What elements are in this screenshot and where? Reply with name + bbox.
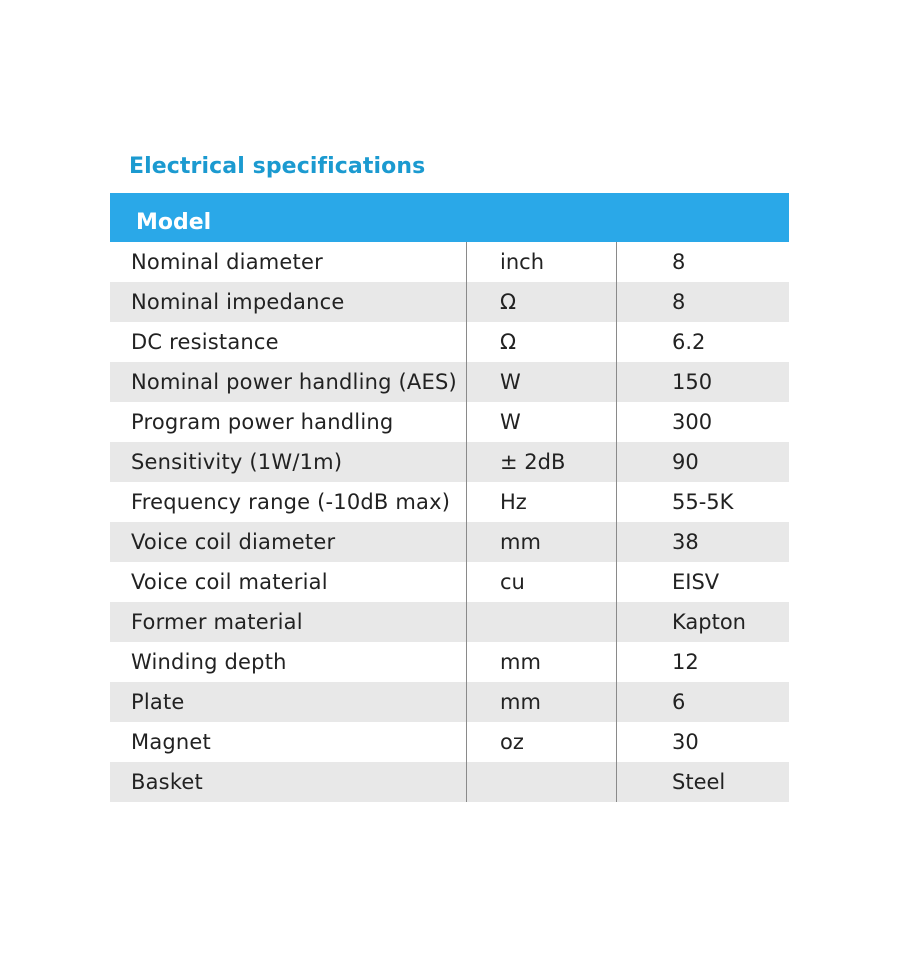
unit-cell: W — [500, 410, 521, 434]
value-cell: 8 — [672, 250, 686, 274]
table-header — [110, 193, 789, 242]
table-row — [110, 602, 789, 642]
table-row — [110, 282, 789, 322]
table-row — [110, 242, 789, 282]
table-row — [110, 322, 789, 362]
value-cell: 12 — [672, 650, 699, 674]
value-cell: Steel — [672, 770, 726, 794]
unit-cell: inch — [500, 250, 544, 274]
header-label: Model — [136, 210, 212, 235]
parameter-cell: Program power handling — [131, 410, 394, 434]
parameter-cell: Frequency range (-10dB max) — [131, 490, 451, 514]
unit-cell: mm — [500, 650, 541, 674]
parameter-cell: DC resistance — [131, 330, 279, 354]
value-cell: Kapton — [672, 610, 746, 634]
value-cell: 6.2 — [672, 330, 706, 354]
value-cell: 300 — [672, 410, 713, 434]
parameter-cell: Nominal power handling (AES) — [131, 370, 457, 394]
table-row — [110, 722, 789, 762]
table-row — [110, 482, 789, 522]
table-row — [110, 522, 789, 562]
table-row — [110, 442, 789, 482]
table-body — [110, 242, 789, 802]
value-cell: EISV — [672, 570, 720, 594]
column-divider — [616, 242, 617, 802]
table-row — [110, 402, 789, 442]
unit-cell: W — [500, 370, 521, 394]
unit-cell — [466, 762, 616, 802]
parameter-cell: Voice coil material — [131, 570, 328, 594]
parameter-cell: Winding depth — [131, 650, 287, 674]
parameter-cell: Magnet — [131, 730, 211, 754]
parameter-cell: Voice coil diameter — [131, 530, 336, 554]
unit-cell: ± 2dB — [500, 450, 566, 474]
unit-cell: Ω — [500, 330, 517, 354]
unit-cell — [466, 602, 616, 642]
parameter-cell: Basket — [131, 770, 203, 794]
value-cell: 55-5K — [672, 490, 734, 514]
value-cell: 38 — [672, 530, 699, 554]
column-divider — [466, 242, 467, 802]
unit-cell: mm — [500, 530, 541, 554]
unit-cell: Hz — [500, 490, 527, 514]
value-cell: 30 — [672, 730, 699, 754]
unit-cell: cu — [500, 570, 525, 594]
table-row — [110, 762, 789, 802]
parameter-cell: Plate — [131, 690, 185, 714]
parameter-cell: Nominal diameter — [131, 250, 323, 274]
table-row — [110, 642, 789, 682]
parameter-cell: Former material — [131, 610, 303, 634]
table-row — [110, 682, 789, 722]
parameter-cell: Nominal impedance — [131, 290, 345, 314]
parameter-cell: Sensitivity (1W/1m) — [131, 450, 343, 474]
unit-cell: Ω — [500, 290, 517, 314]
value-cell: 8 — [672, 290, 686, 314]
spec-table — [110, 193, 789, 802]
unit-cell: mm — [500, 690, 541, 714]
value-cell: 150 — [672, 370, 713, 394]
table-row — [110, 562, 789, 602]
unit-cell: oz — [500, 730, 524, 754]
section-title: Electrical specifications — [129, 154, 426, 179]
value-cell: 6 — [672, 690, 686, 714]
value-cell: 90 — [672, 450, 699, 474]
table-row — [110, 362, 789, 402]
